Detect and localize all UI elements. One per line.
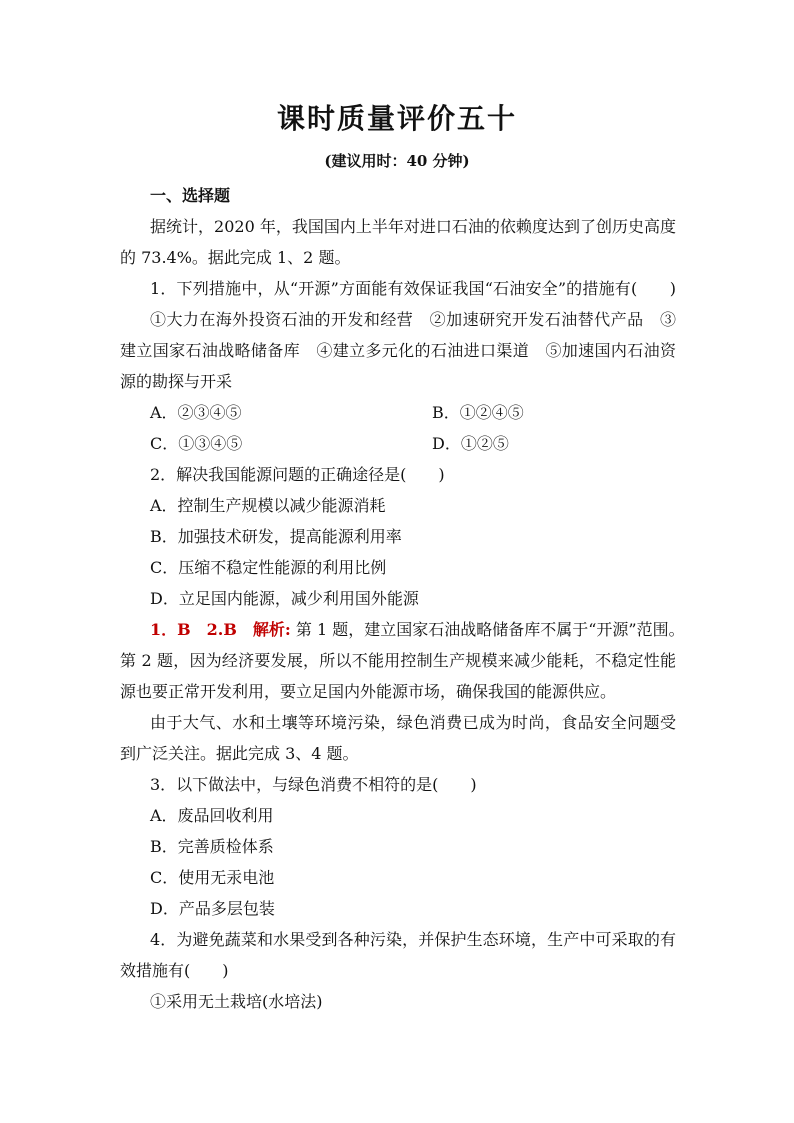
- q1-stem: 1．下列措施中，从“开源”方面能有效保证我国“石油安全”的措施有( ): [150, 279, 676, 298]
- q3-stem: 3．以下做法中，与绿色消费不相符的是( ): [150, 775, 477, 794]
- q2-option-d: D．立足国内能源，减少利用国外能源: [150, 589, 419, 608]
- answer1-key: 1．B 2.B 解析:: [150, 620, 291, 639]
- q2-option-b: B．加强技术研发，提高能源利用率: [150, 527, 402, 546]
- answer1-line2: 第 2 题，因为经济要发展，所以不能用控制生产规模来减少能耗，不稳定性能: [120, 651, 676, 670]
- answer1-line3: 源也要正常开发利用，要立足国内外能源市场，确保我国的能源供应。: [120, 682, 617, 701]
- q1-items-line3: 源的勘探与开采: [120, 372, 233, 391]
- answer1-line1: [150, 620, 685, 640]
- page-title: 课时质量评价五十: [276, 102, 517, 135]
- section-heading: 一、选择题: [150, 186, 231, 205]
- q4-stem-line1: 4．为避免蔬菜和水果受到各种污染，并保护生态环境，生产中可采取的有: [150, 930, 676, 949]
- q1-option-a: A．②③④⑤: [150, 403, 242, 422]
- q4-item1: ①采用无土栽培(水培法): [150, 992, 323, 1011]
- q3-option-d: D．产品多层包装: [150, 899, 275, 918]
- page-subtitle: (建议用时：40 分钟): [324, 152, 470, 170]
- intro2-line1: 由于大气、水和土壤等环境污染，绿色消费已成为时尚，食品安全问题受: [150, 713, 676, 732]
- q1-items-line2: 建立国家石油战略储备库 ④建立多元化的石油进口渠道 ⑤加速国内石油资: [120, 341, 676, 360]
- intro1-line2: 的 73.4%。据此完成 1、2 题。: [120, 248, 351, 267]
- q2-option-a: A．控制生产规模以减少能源消耗: [150, 496, 386, 515]
- q1-items-line1: ①大力在海外投资石油的开发和经营 ②加速研究开发石油替代产品 ③: [150, 310, 676, 329]
- intro1-line1: 据统计，2020 年，我国国内上半年对进口石油的依赖度达到了创历史高度: [150, 217, 676, 236]
- q3-option-a: A．废品回收利用: [150, 806, 274, 825]
- answer1-text: 第 1 题，建立国家石油战略储备库不属于“开源”范围。: [290, 620, 685, 639]
- q1-option-b: B．①②④⑤: [432, 403, 524, 422]
- q4-stem-line2: 效措施有( ): [120, 961, 229, 980]
- q2-option-c: C．压缩不稳定性能源的利用比例: [150, 558, 387, 577]
- q2-stem: 2．解决我国能源问题的正确途径是( ): [150, 465, 445, 484]
- q3-option-b: B．完善质检体系: [150, 837, 274, 856]
- q1-option-d: D．①②⑤: [432, 434, 509, 453]
- intro2-line2: 到广泛关注。据此完成 3、4 题。: [120, 744, 359, 763]
- q3-option-c: C．使用无汞电池: [150, 868, 275, 887]
- q1-option-c: C．①③④⑤: [150, 434, 243, 453]
